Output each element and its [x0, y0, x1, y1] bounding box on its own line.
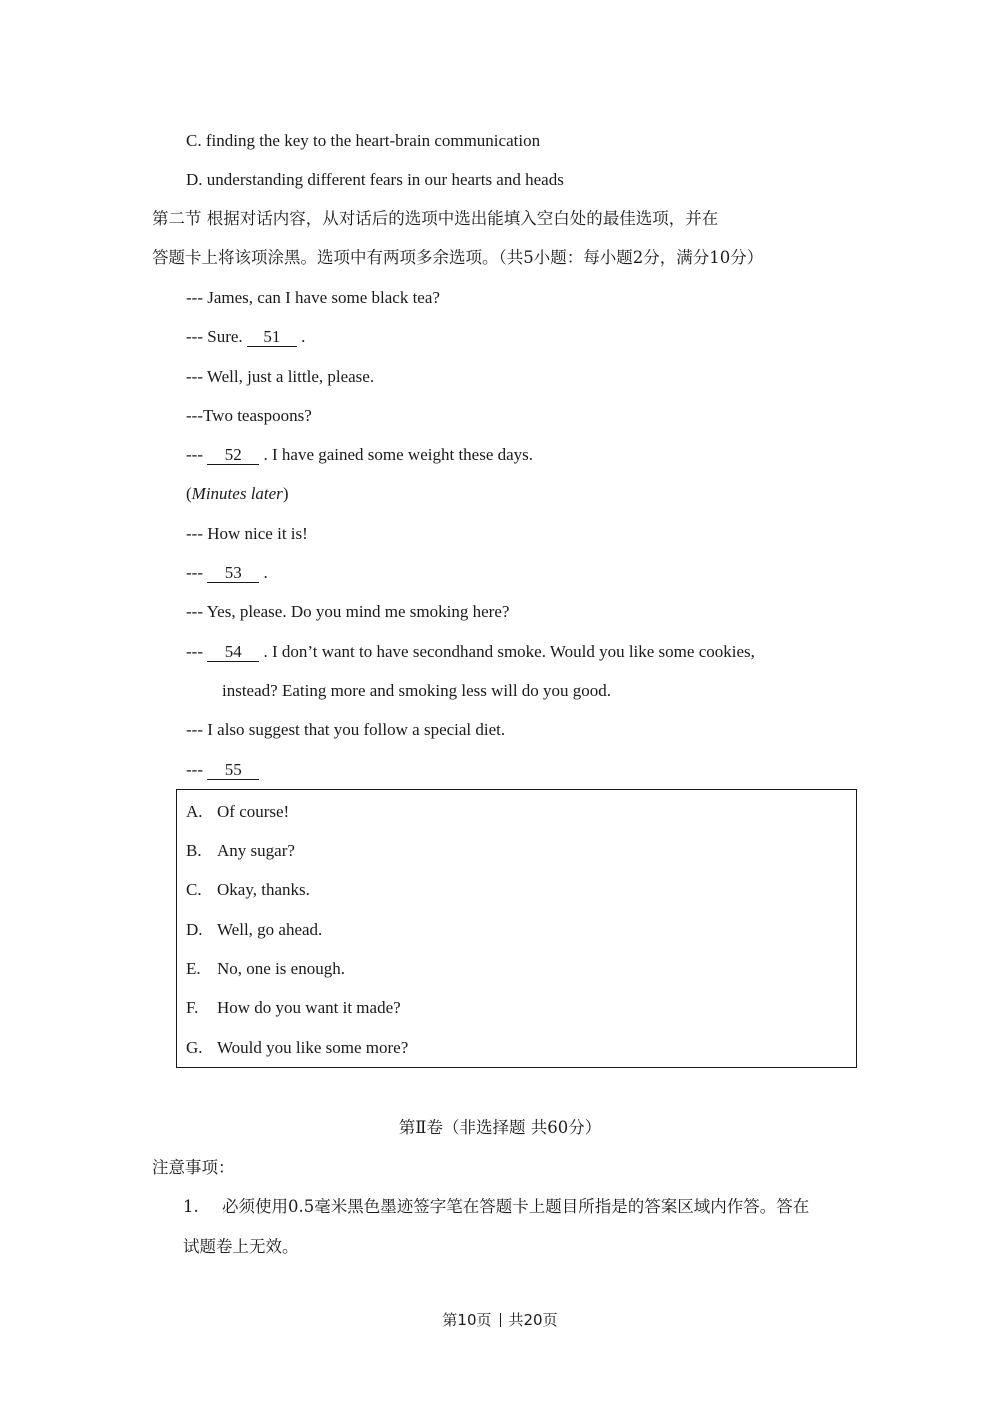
dialogue-line-2-prefix: --- Sure.	[186, 327, 247, 346]
option-text: How do you want it made?	[217, 998, 401, 1017]
dialogue-line-12: --- I also suggest that you follow a special diet.	[186, 720, 506, 739]
blank-51: 51	[247, 328, 297, 347]
option-text: Any sugar?	[217, 841, 295, 860]
blank-53: 53	[207, 564, 259, 583]
option-letter: B.	[186, 841, 202, 860]
footer-separator	[500, 1313, 501, 1327]
section2-instruction-line1: 第二节 根据对话内容，从对话后的选项中选出能填入空白处的最佳选项，并在	[152, 209, 719, 228]
option-text: Would you like some more?	[217, 1038, 409, 1057]
option-text: Of course!	[217, 802, 290, 821]
dialogue-line-8	[186, 562, 268, 584]
dialogue-line-13-prefix: ---	[186, 760, 208, 779]
option-f	[186, 997, 401, 1019]
option-letter: D.	[186, 920, 203, 939]
notice-item-1-line1: 必须使用0.5毫米黑色墨迹签字笔在答题卡上题目所指是的答案区域内作答。答在	[222, 1197, 810, 1216]
dialogue-line-13	[186, 759, 259, 781]
dialogue-line-4: ---Two teaspoons?	[186, 406, 312, 425]
notice-label: 注意事项：	[152, 1158, 235, 1177]
dialogue-line-5-suffix: . I have gained some weight these days.	[259, 445, 534, 464]
option-g	[186, 1037, 408, 1059]
option-a	[186, 801, 289, 823]
option-e	[186, 958, 345, 980]
dialogue-line-5-prefix: ---	[186, 445, 208, 464]
prev-option-c: C. finding the key to the heart-brain communication	[186, 131, 541, 150]
page-total: 共20页	[508, 1311, 558, 1329]
dialogue-line-10	[186, 641, 755, 663]
option-b	[186, 840, 295, 862]
option-c	[186, 879, 310, 901]
notice-item-1-line2: 试题卷上无效。	[183, 1237, 299, 1256]
stage-direction-open: (	[186, 484, 192, 503]
option-letter: G.	[186, 1038, 203, 1057]
blank-55: 55	[207, 761, 259, 780]
section2-instruction-line2: 答题卡上将该项涂黑。选项中有两项多余选项。（共5小题：每小题2分，满分10分）	[152, 248, 764, 267]
dialogue-line-3: --- Well, just a little, please.	[186, 367, 375, 386]
dialogue-line-11: instead? Eating more and smoking less will do you good.	[222, 681, 612, 700]
dialogue-line-10-prefix: ---	[186, 642, 208, 661]
dialogue-line-10-suffix: . I don’t want to have secondhand smoke. Would you like some cookies,	[259, 642, 755, 661]
dialogue-line-8-prefix: ---	[186, 563, 208, 582]
dialogue-line-7: --- How nice it is!	[186, 524, 308, 543]
notice-item-1-number: 1.	[183, 1197, 199, 1216]
blank-52: 52	[207, 446, 259, 465]
part2-title: 第Ⅱ卷（非选择题 共60分）	[398, 1118, 602, 1137]
option-text: Well, go ahead.	[217, 920, 323, 939]
dialogue-line-2	[186, 326, 305, 348]
option-text: No, one is enough.	[217, 959, 345, 978]
dialogue-line-2-suffix: .	[296, 327, 306, 346]
blank-54: 54	[207, 643, 259, 662]
option-letter: C.	[186, 880, 202, 899]
option-text: Okay, thanks.	[217, 880, 310, 899]
dialogue-stage-direction	[186, 483, 288, 505]
dialogue-line-9: --- Yes, please. Do you mind me smoking here?	[186, 602, 510, 621]
stage-direction-text: Minutes later	[191, 484, 283, 503]
dialogue-line-5	[186, 444, 533, 466]
stage-direction-close: )	[282, 484, 289, 503]
option-letter: E.	[186, 959, 201, 978]
options-box	[176, 789, 857, 1068]
page-number: 第10页	[442, 1311, 492, 1329]
option-d	[186, 919, 322, 941]
dialogue-line-1: --- James, can I have some black tea?	[186, 288, 440, 307]
dialogue-line-8-suffix: .	[259, 563, 268, 582]
option-letter: F.	[186, 998, 199, 1017]
prev-option-d: D. understanding different fears in our hearts and heads	[186, 170, 564, 189]
option-letter: A.	[186, 802, 203, 821]
page-footer	[0, 1309, 1000, 1331]
